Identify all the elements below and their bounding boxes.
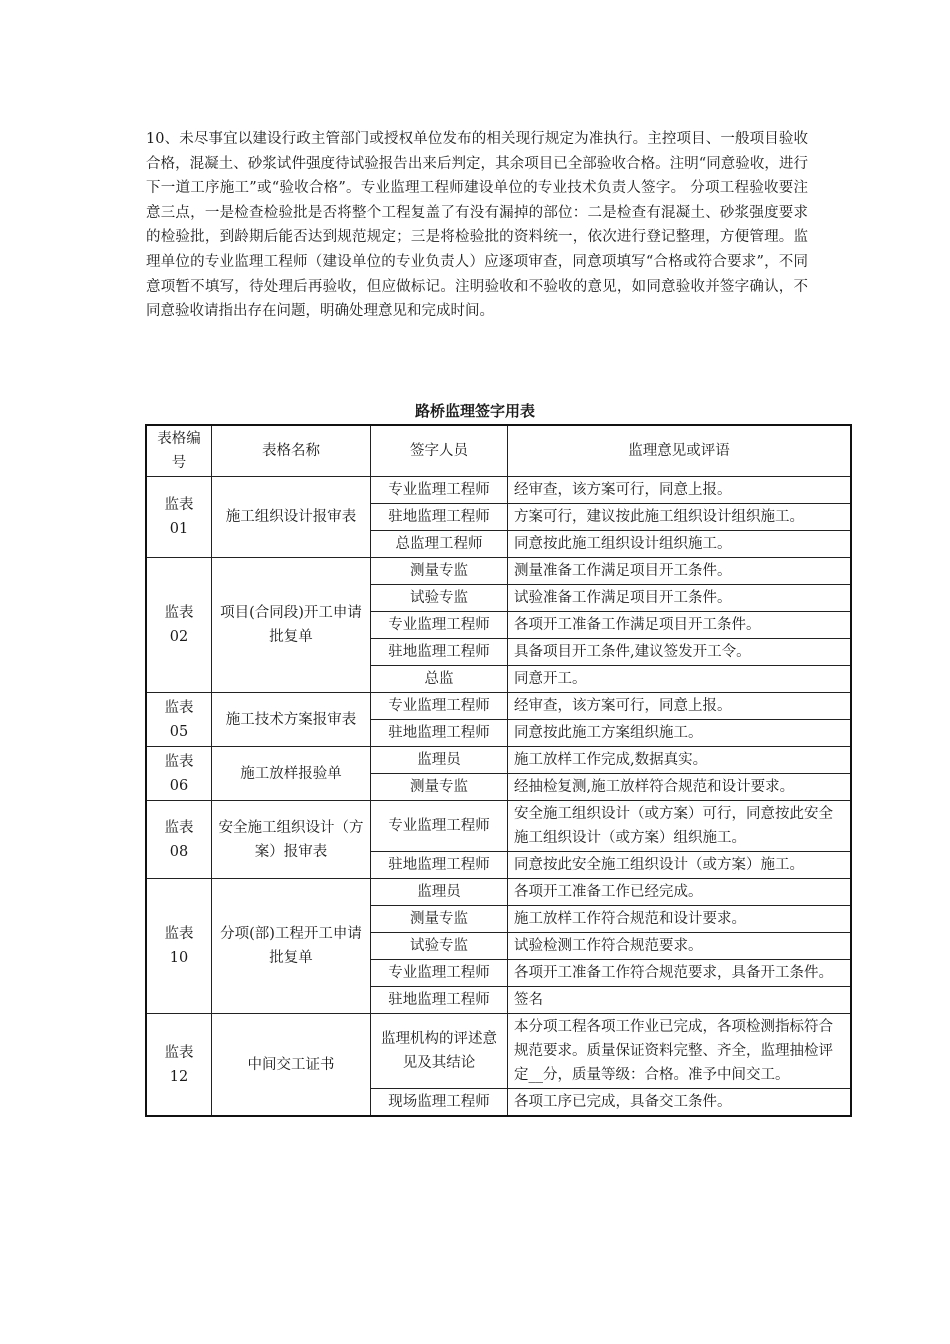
form-name-cell: 施工放样报验单 [212, 747, 371, 801]
body-paragraph: 10、未尽事宜以建设行政主管部门或授权单位发布的相关现行规定为准执行。主控项目、一般项目验收合格，混凝土、砂浆试件强度待试验报告出来后判定，其余项目已全部验收合格。注明“同意验收，进行下一道工序施工”或“验收合格”。专业监理工程师建设单位的专业技术负责人签字。 分项工程验收要注意三点，一是检查检验批是否将整个工程复盖了有没有漏掉的部位：二是检查有混凝土、砂浆强度要求的检验批，到龄期后能否达到规范规定；三是将检验批的资料统一，依次进行登记整理，方便管理。监理单位的专业监理工程师（建设单位的专业负责人）应逐项审查，同意项填写“合格或符合要求”，不同意项暂不填写，待处理后再验收，但应做标记。注明验收和不验收的意见，如同意验收并签字确认，不同意验收请指出存在问题，明确处理意见和完成时间。 [146, 131, 808, 320]
form-code-number: 06 [169, 777, 189, 794]
header-opinion: 监理意见或评语 [508, 425, 852, 477]
signer-cell: 驻地监理工程师 [371, 987, 508, 1014]
opinion-cell: 经审查，该方案可行，同意上报。 [508, 693, 852, 720]
table-row [146, 558, 851, 585]
form-code-number: 02 [169, 629, 189, 645]
opinion-cell: 同意按此施工组织设计组织施工。 [508, 531, 852, 558]
table-row [146, 879, 851, 906]
opinion-cell: 具备项目开工条件,建议签发开工令。 [508, 639, 852, 666]
form-name-cell: 施工组织设计报审表 [212, 477, 371, 558]
form-name-cell: 项目(合同段)开工申请批复单 [212, 558, 371, 693]
form-code-cell [146, 693, 212, 747]
table-row [146, 747, 851, 774]
opinion-cell: 签名 [508, 987, 852, 1014]
signer-cell: 试验专监 [371, 585, 508, 612]
signer-cell: 驻地监理工程师 [371, 639, 508, 666]
header-name: 表格名称 [212, 425, 371, 477]
opinion-cell: 方案可行，建议按此施工组织设计组织施工。 [508, 504, 852, 531]
form-code-prefix: 监表 [164, 497, 194, 513]
signer-cell: 专业监理工程师 [371, 477, 508, 504]
table-title: 路桥监理签字用表 [414, 402, 535, 420]
opinion-cell: 施工放样工作完成,数据真实。 [508, 747, 852, 774]
form-code-number: 10 [169, 950, 189, 966]
signer-cell: 驻地监理工程师 [371, 504, 508, 531]
form-code-cell [146, 879, 212, 1014]
signer-cell: 测量专监 [371, 558, 508, 585]
opinion-cell: 同意按此施工方案组织施工。 [508, 720, 852, 747]
signer-cell: 监理员 [371, 879, 508, 906]
form-code-number: 01 [169, 521, 189, 537]
signer-cell: 驻地监理工程师 [371, 852, 508, 879]
opinion-cell: 各项工序已完成，具备交工条件。 [508, 1089, 852, 1117]
form-code-prefix: 监表 [164, 605, 194, 621]
opinion-cell: 试验准备工作满足项目开工条件。 [508, 585, 852, 612]
signer-cell: 专业监理工程师 [371, 693, 508, 720]
table-header-row [146, 425, 851, 477]
form-code-prefix: 监表 [164, 926, 194, 942]
opinion-cell: 测量准备工作满足项目开工条件。 [508, 558, 852, 585]
form-name-cell: 施工技术方案报审表 [212, 693, 371, 747]
form-code-number: 12 [169, 1068, 189, 1085]
signer-cell: 总监理工程师 [371, 531, 508, 558]
table-body [146, 477, 851, 1117]
opinion-cell: 同意按此安全施工组织设计（或方案）施工。 [508, 852, 852, 879]
table-row [146, 801, 851, 852]
opinion-cell: 安全施工组织设计（或方案）可行，同意按此安全施工组织设计（或方案）组织施工。 [508, 801, 852, 852]
signature-table [145, 424, 852, 1117]
signer-cell: 试验专监 [371, 933, 508, 960]
opinion-cell: 各项开工准备工作已经完成。 [508, 879, 852, 906]
header-signer: 签字人员 [371, 425, 508, 477]
opinion-cell: 经抽检复测,施工放样符合规范和设计要求。 [508, 774, 852, 801]
signer-cell: 专业监理工程师 [371, 801, 508, 852]
opinion-cell: 经审查，该方案可行，同意上报。 [508, 477, 852, 504]
signer-cell: 测量专监 [371, 774, 508, 801]
opinion-cell: 各项开工准备工作符合规范要求，具备开工条件。 [508, 960, 852, 987]
opinion-cell: 各项开工准备工作满足项目开工条件。 [508, 612, 852, 639]
form-code-number: 05 [169, 723, 189, 740]
signer-cell: 专业监理工程师 [371, 612, 508, 639]
form-code-cell [146, 1014, 212, 1117]
opinion-cell: 同意开工。 [508, 666, 852, 693]
signer-cell: 驻地监理工程师 [371, 720, 508, 747]
form-name-cell: 中间交工证书 [212, 1014, 371, 1117]
header-code: 表格编号 [146, 425, 212, 477]
form-code-cell [146, 801, 212, 879]
table-row [146, 477, 851, 504]
form-code-prefix: 监表 [164, 699, 194, 716]
form-code-cell [146, 558, 212, 693]
opinion-cell: 试验检测工作符合规范要求。 [508, 933, 852, 960]
signer-cell: 现场监理工程师 [371, 1089, 508, 1117]
signer-cell: 监理机构的评述意见及其结论 [371, 1014, 508, 1089]
form-code-prefix: 监表 [164, 753, 194, 770]
signer-cell: 专业监理工程师 [371, 960, 508, 987]
form-code-prefix: 监表 [164, 1044, 194, 1061]
form-name-cell: 分项(部)工程开工申请批复单 [212, 879, 371, 1014]
form-name-cell: 安全施工组织设计（方案）报审表 [212, 801, 371, 879]
form-code-number: 08 [169, 843, 189, 860]
opinion-cell: 本分项工程各项工作业已完成，各项检测指标符合规范要求。质量保证资料完整、齐全，监理抽检评定__分，质量等级：合格。准予中间交工。 [508, 1014, 852, 1089]
signer-cell: 总监 [371, 666, 508, 693]
signer-cell: 测量专监 [371, 906, 508, 933]
form-code-cell [146, 747, 212, 801]
form-code-prefix: 监表 [164, 819, 194, 836]
form-code-cell [146, 477, 212, 558]
signer-cell: 监理员 [371, 747, 508, 774]
table-row [146, 693, 851, 720]
opinion-cell: 施工放样工作符合规范和设计要求。 [508, 906, 852, 933]
table-row [146, 1014, 851, 1089]
